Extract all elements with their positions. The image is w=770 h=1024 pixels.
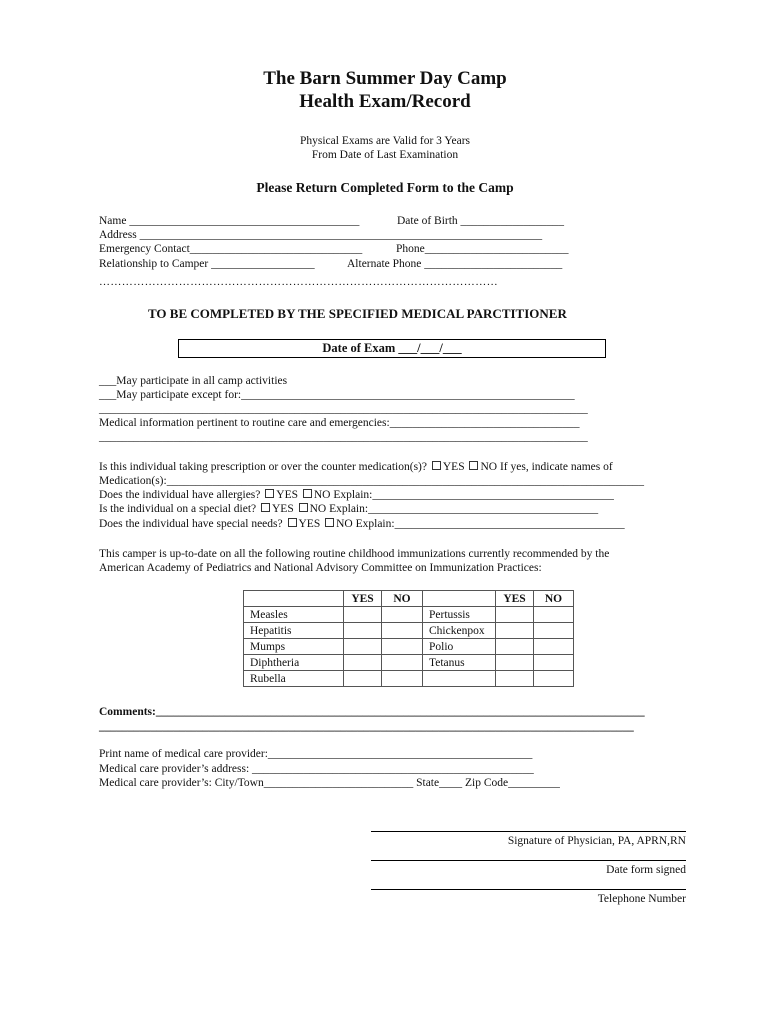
name-field[interactable]: Name ________________________________________ (99, 215, 360, 227)
vaccine-name: Tetanus (423, 655, 496, 671)
vaccine-name: Polio (423, 639, 496, 655)
no-cell[interactable] (382, 623, 423, 639)
immunization-table (243, 590, 574, 687)
yes-cell[interactable] (496, 671, 534, 687)
comments-row (99, 705, 645, 719)
yes-label: YES (442, 461, 465, 473)
emergency-contact-field[interactable]: Emergency Contact______________________________ (99, 243, 363, 255)
table-row (244, 607, 574, 623)
telephone-label: Telephone Number (597, 893, 686, 905)
yes-cell[interactable] (496, 607, 534, 623)
no-cell[interactable] (534, 607, 574, 623)
vaccine-name: Mumps (244, 639, 344, 655)
yes-label: YES (272, 503, 294, 515)
yes-checkbox[interactable] (261, 503, 270, 512)
signature-label: Signature of Physician, PA, APRN,RN (507, 835, 686, 847)
telephone-line[interactable] (371, 889, 686, 890)
comments-label: Comments: (99, 706, 156, 718)
yes-cell[interactable] (344, 607, 382, 623)
vaccine-name: Hepatitis (244, 623, 344, 639)
yes-checkbox[interactable] (432, 461, 441, 470)
yes-label: YES (298, 518, 321, 530)
no-label: NO (480, 461, 498, 473)
col-no-header: NO (382, 591, 423, 607)
table-row (244, 655, 574, 671)
date-signed-label: Date form signed (606, 864, 686, 876)
form-subtitle: Health Exam/Record (299, 91, 471, 112)
phone-field[interactable]: Phone_________________________ (396, 243, 569, 255)
no-label: NO (336, 518, 353, 530)
table-header-row (244, 591, 574, 607)
no-cell[interactable] (382, 655, 423, 671)
vaccine-name: Pertussis (423, 607, 496, 623)
yes-cell[interactable] (344, 639, 382, 655)
explain-field[interactable]: Explain:__________________________________________ (333, 489, 614, 501)
explain-field[interactable]: Explain:________________________________________ (355, 518, 625, 530)
table-row (244, 623, 574, 639)
signature-line[interactable] (371, 831, 686, 832)
question-text: Is this individual taking prescription or over the counter medication(s)? (99, 461, 427, 473)
no-cell[interactable] (534, 639, 574, 655)
question-text: Is the individual on a special diet? (99, 503, 257, 515)
no-cell[interactable] (382, 639, 423, 655)
vaccine-name: Measles (244, 607, 344, 623)
dob-field[interactable]: Date of Birth __________________ (397, 215, 565, 227)
table-row (244, 639, 574, 655)
no-label: NO (309, 503, 327, 515)
return-instruction: Please Return Completed Form to the Camp (256, 180, 514, 195)
provider-address-field[interactable]: Medical care provider’s address: _________________________________________________ (99, 763, 534, 775)
yes-cell[interactable] (344, 655, 382, 671)
special-needs-question (99, 517, 625, 531)
yes-checkbox[interactable] (265, 489, 274, 498)
may-participate-option[interactable]: ___May participate in all camp activities (99, 375, 288, 387)
validity-note: Physical Exams are Valid for 3 Years (299, 135, 471, 147)
comments-field-2[interactable]: _____________________________________________________________________________________________ (99, 721, 634, 733)
no-cell[interactable] (382, 671, 423, 687)
dotted-separator: …………………………………………………………………………………………… (99, 276, 498, 288)
table-row (244, 671, 574, 687)
yes-cell[interactable] (496, 639, 534, 655)
explain-field[interactable]: Explain:________________________________________ (329, 503, 599, 515)
relationship-field[interactable]: Relationship to Camper __________________ (99, 258, 315, 270)
header-cell (423, 591, 496, 607)
no-checkbox[interactable] (469, 461, 478, 470)
comments-field[interactable]: _____________________________________________________________________________________ (155, 706, 645, 718)
yes-cell[interactable] (496, 623, 534, 639)
no-label: NO (313, 489, 331, 501)
question-text: Does the individual have special needs? (99, 518, 283, 530)
yes-checkbox[interactable] (288, 518, 297, 527)
no-checkbox[interactable] (325, 518, 334, 527)
validity-note-2: From Date of Last Examination (311, 149, 459, 161)
col-no-header: NO (534, 591, 574, 607)
no-checkbox[interactable] (299, 503, 308, 512)
col-yes-header: YES (496, 591, 534, 607)
may-participate-except-field[interactable]: ___May participate except for:__________________________________________________________ (99, 389, 575, 401)
header-cell (244, 591, 344, 607)
blank-line[interactable]: _____________________________________________________________________________________ (99, 403, 588, 415)
medication-question (99, 460, 613, 474)
immunization-intro: This camper is up-to-date on all the following routine childhood immunizations currently recommended by the (99, 548, 610, 560)
vaccine-name (423, 671, 496, 687)
yes-cell[interactable] (344, 623, 382, 639)
no-cell[interactable] (534, 655, 574, 671)
date-signed-line[interactable] (371, 860, 686, 861)
yes-cell[interactable] (496, 655, 534, 671)
alternate-phone-field[interactable]: Alternate Phone ________________________ (347, 258, 563, 270)
no-cell[interactable] (534, 671, 574, 687)
vaccine-name: Diphtheria (244, 655, 344, 671)
address-field[interactable]: Address ______________________________________________________________________ (99, 229, 543, 241)
question-tail: If yes, indicate names of (499, 461, 613, 473)
vaccine-name: Rubella (244, 671, 344, 687)
provider-city-field[interactable]: Medical care provider’s: City/Town__________________________ State____ Zip Code_________ (99, 777, 560, 789)
medications-field[interactable]: Medication(s):___________________________________________________________________________________ (99, 475, 644, 487)
immunization-intro-2: American Academy of Pediatrics and National Advisory Committee on Immunization Practices: (99, 562, 542, 574)
no-cell[interactable] (382, 607, 423, 623)
yes-label: YES (276, 489, 298, 501)
medical-info-field[interactable]: Medical information pertinent to routine care and emergencies:_________________________________ (99, 417, 580, 429)
form-title: The Barn Summer Day Camp (263, 68, 507, 89)
provider-name-field[interactable]: Print name of medical care provider:______________________________________________ (99, 748, 533, 760)
question-text: Does the individual have allergies? (99, 489, 261, 501)
special-diet-question (99, 502, 598, 516)
allergies-question (99, 488, 614, 502)
medical-heading: TO BE COMPLETED BY THE SPECIFIED MEDICAL PARCTITIONER (148, 306, 567, 321)
yes-cell[interactable] (344, 671, 382, 687)
no-cell[interactable] (534, 623, 574, 639)
no-checkbox[interactable] (303, 489, 312, 498)
vaccine-name: Chickenpox (423, 623, 496, 639)
col-yes-header: YES (344, 591, 382, 607)
blank-line[interactable]: _____________________________________________________________________________________ (99, 431, 588, 443)
date-of-exam-field[interactable]: Date of Exam ___/___/___ (178, 339, 606, 358)
